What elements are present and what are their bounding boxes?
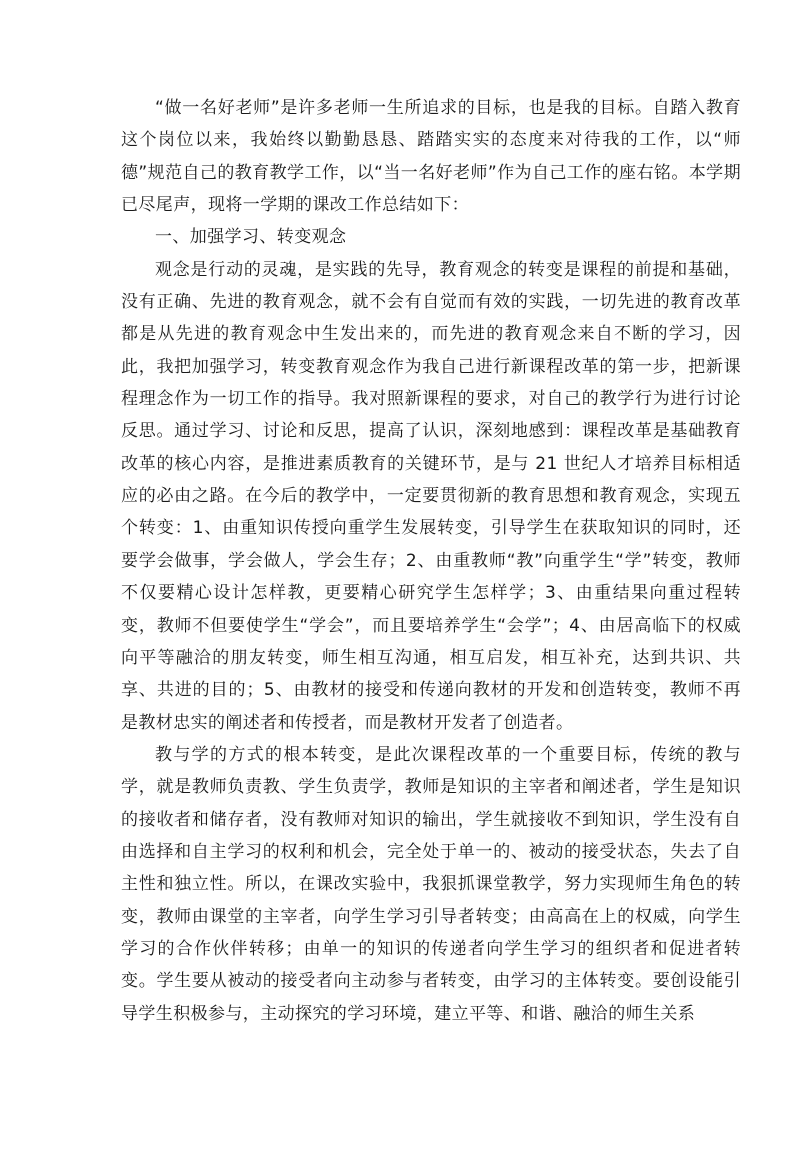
body-paragraph: 教与学的方式的根本转变，是此次课程改革的一个重要目标，传统的教与学，就是教师负责教、学生负责学，教师是知识的主宰者和阐述者，学生是知识的接收者和储存者，没有教师对知识的输出，学生就接收不到知识，学生没有自由选择和自主学习的权利和机会，完全处于单一的、被动的接受状态，失去了自主性和独立性。所以，在课改实验中，我狠抓课堂教学，努力实现师生角色的转变，教师由课堂的主宰者，向学生学习引导者转变；由高高在上的权威，向学生学习的合作伙伴转移；由单一的知识的传递者向学生学习的组织者和促进者转变。学生要从被动的接受者向主动参与者转变，由学习的主体转变。要创设能引导学生积极参与，主动探究的学习环境，建立平等、和谐、融洽的师生关系: [121, 744, 741, 1024]
body-paragraph: 观念是行动的灵魂，是实践的先导，教育观念的转变是课程的前提和基础，没有正确、先进的教育观念，就不会有自觉而有效的实践，一切先进的教育改革都是从先进的教育观念中生发出来的，而先进的教育观念来自不断的学习，因此，我把加强学习，转变教育观念作为我自己进行新课程改革的第一步，把新课程理念作为一切工作的指导。我对照新课程的要求，对自己的教学行为进行讨论反思。通过学习、讨论和反思，提高了认识，深刻地感到：课程改革是基础教育改革的核心内容，是推进素质教育的关键环节，是与 21 世纪人才培养目标相适应的必由之路。在今后的教学中，一定要贯彻新的教育思想和教育观念，实现五个转变：1、由重知识传授向重学生发展转变，引导学生在获取知识的同时，还要学会做事，学会做人，学会生存；2、由重教师“教”向重学生“学”转变，教师不仅要精心设计怎样教，更要精心研究学生怎样学；3、由重结果向重过程转变，教师不但要使学生“学会”，而且要培养学生“会学”；4、由居高临下的权威向平等融洽的朋友转变，师生相互沟通，相互启发，相互补充，达到共识、共享、共进的目的；5、由教材的接受和传递向教材的开发和创造转变，教师不再是教材忠实的阐述者和传授者，而是教材开发者了创造者。: [121, 259, 741, 733]
intro-paragraph: “做一名好老师”是许多老师一生所追求的目标，也是我的目标。自踏入教育这个岗位以来，我始终以勤勤恳恳、踏踏实实的态度来对待我的工作，以“师德”规范自己的教育教学工作，以“当一名好老师”作为自己工作的座右铭。本学期已尽尾声，现将一学期的课改工作总结如下：: [121, 98, 741, 216]
document-page: [121, 92, 741, 1030]
section-heading: 一、加强学习、转变观念: [155, 227, 347, 248]
